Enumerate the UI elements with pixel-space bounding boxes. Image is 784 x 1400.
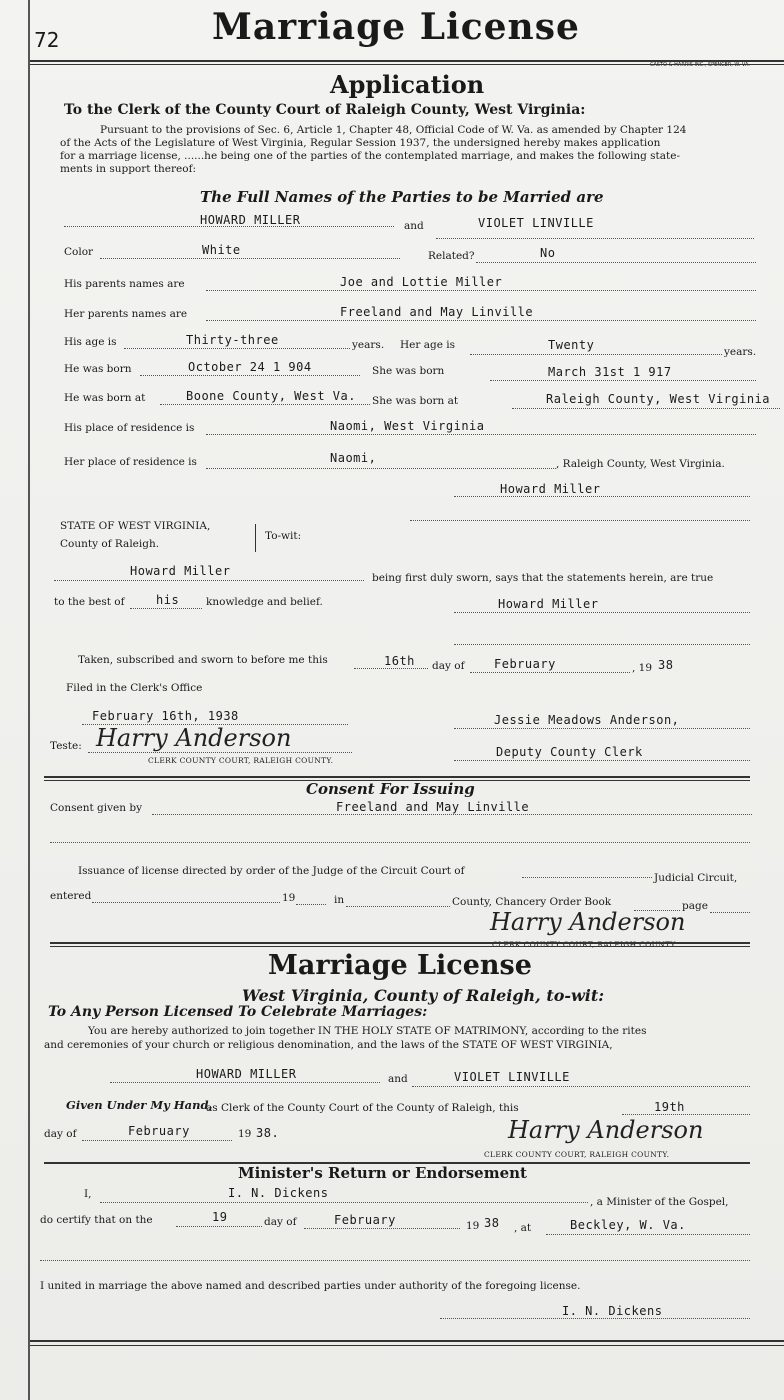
county-line: County of Raleigh. — [60, 538, 160, 550]
consent-heading: Consent For Issuing — [306, 780, 475, 798]
he-born-at-value: Boone County, West Va. — [186, 389, 356, 403]
given-year: 38. — [256, 1126, 280, 1140]
entered-19: 19 — [282, 892, 296, 904]
she-born-at-label: She was born at — [372, 395, 459, 407]
her-res-label: Her place of residence is — [64, 456, 197, 468]
he-born-value: October 24 1 904 — [188, 360, 312, 374]
related-line — [476, 262, 756, 263]
page-line — [710, 912, 750, 913]
to-any-person: To Any Person Licensed To Celebrate Marriages: — [48, 1004, 428, 1020]
clerk-name: Jessie Meadows Anderson, — [494, 713, 680, 727]
affiant-signature-line-2 — [454, 644, 750, 645]
application-heading: Application — [330, 70, 485, 99]
return-heading: Minister's Return or Endorsement — [238, 1164, 527, 1182]
taken-label: Taken, subscribed and sworn to before me this — [78, 654, 328, 666]
he-born-label: He was born — [64, 363, 132, 375]
certify-place-line — [546, 1234, 750, 1235]
license-and: and — [388, 1073, 408, 1085]
consent-signature: Harry Anderson — [490, 908, 686, 936]
she-born-at-value: Raleigh County, West Virginia — [546, 392, 771, 406]
applicant-signature-line-2 — [410, 520, 750, 521]
license-body-1: You are hereby authorized to join together IN THE HOLY STATE OF MATRIMONY, according to the rites — [88, 1025, 647, 1037]
taken-year-prefix: , 19 — [632, 662, 653, 674]
entered-year-line — [296, 904, 326, 905]
given-month: February — [128, 1124, 190, 1138]
her-parents-value: Freeland and May Linville — [340, 305, 534, 319]
her-res-line — [206, 468, 556, 469]
she-born-at-line — [512, 408, 780, 409]
entered-in: in — [334, 894, 345, 906]
she-born-line — [490, 380, 756, 381]
state-line: STATE OF WEST VIRGINIA, — [60, 520, 211, 532]
parties-heading: The Full Names of the Parties to be Married are — [200, 188, 604, 206]
knowledge-label: knowledge and belief. — [206, 596, 323, 608]
license-subtitle: West Virginia, County of Raleigh, to-wit: — [242, 986, 605, 1005]
header-rule — [30, 60, 784, 62]
he-born-line — [140, 375, 360, 376]
color-line — [100, 258, 400, 259]
affiant-name: Howard Miller — [130, 564, 231, 578]
certify-day: 19 — [212, 1210, 228, 1224]
license-groom: HOWARD MILLER — [196, 1067, 297, 1081]
footer-rule-thin — [30, 1345, 784, 1346]
certify-day-line — [176, 1226, 262, 1227]
given-under: Given Under My Hand, — [66, 1098, 213, 1112]
years-label: years. — [352, 339, 385, 351]
entered-label: entered — [50, 890, 92, 902]
applicant-signature-line — [454, 496, 750, 497]
applicant-signature: Howard Miller — [500, 482, 601, 496]
taken-month-line — [470, 672, 630, 673]
sworn-text: being first duly sworn, says that the statements herein, are true — [372, 572, 714, 584]
license-groom-line — [110, 1082, 380, 1083]
certify-year: 38 — [484, 1216, 500, 1230]
minister-title: , a Minister of the Gospel, — [590, 1196, 729, 1208]
taken-day-line — [354, 668, 428, 669]
certify-at: , at — [514, 1222, 532, 1234]
teste-line — [88, 752, 352, 753]
certify-place: Beckley, W. Va. — [570, 1218, 686, 1232]
certify-year-prefix: 19 — [466, 1220, 480, 1232]
preamble-line-2: of the Acts of the Legislature of West Virginia, Regular Session 1937, the undersigned hereby makes application — [60, 137, 661, 149]
his-age-line — [124, 348, 350, 349]
certify-day-of: day of — [264, 1216, 297, 1228]
certify-month-line — [304, 1228, 460, 1229]
oath-bracket — [255, 524, 256, 552]
taken-day-of: day of — [432, 660, 465, 672]
printer-line: CASTO & HARRIS INC., SPENCER, W. VA. — [650, 62, 750, 68]
her-age-line — [470, 354, 722, 355]
his-res-value: Naomi, West Virginia — [330, 419, 485, 433]
consent-given-label: Consent given by — [50, 802, 143, 814]
minister-signature-line — [440, 1318, 750, 1319]
preamble-line-1: Pursuant to the provisions of Sec. 6, Article 1, Chapter 48, Official Code of W. Va. as amended by Chapter 124 — [100, 124, 687, 136]
issuance-text: Issuance of license directed by order of the Judge of the Circuit Court of — [78, 865, 465, 877]
minister-name-line — [100, 1202, 588, 1203]
given-month-line — [82, 1140, 232, 1141]
affiant-line — [54, 580, 364, 581]
bride-line — [436, 238, 754, 239]
she-born-value: March 31st 1 917 — [548, 365, 672, 379]
footer-rule — [30, 1340, 784, 1342]
she-born-label: She was born — [372, 365, 445, 377]
circuit-line — [522, 877, 652, 878]
minister-signature: I. N. Dickens — [562, 1304, 663, 1318]
page-label: page — [682, 900, 708, 912]
best-of-label: to the best of — [54, 596, 125, 608]
license-signature: Harry Anderson — [508, 1116, 704, 1144]
consent-given-value: Freeland and May Linville — [336, 800, 530, 814]
he-born-at-label: He was born at — [64, 392, 146, 404]
license-title: Marriage License — [268, 950, 532, 981]
given-day: 19th — [654, 1100, 685, 1114]
section-rule-2 — [50, 942, 750, 944]
related-value: No — [540, 246, 556, 260]
consent-line-2 — [50, 842, 750, 843]
consent-caption: CLERK COUNTY COURT, RALEIGH COUNTY. — [492, 940, 678, 949]
certify-month: February — [334, 1213, 396, 1227]
he-born-at-line — [160, 404, 370, 405]
color-label: Color — [64, 246, 94, 258]
preamble-line-4: ments in support thereof: — [60, 163, 197, 175]
consent-given-line — [152, 814, 752, 815]
given-year-prefix: 19 — [238, 1128, 252, 1140]
order-book: County, Chancery Order Book — [452, 896, 612, 908]
pronoun-line — [130, 608, 202, 609]
united-text: I united in marriage the above named and described parties under authority of the foregoing license. — [40, 1280, 581, 1292]
bride-name: VIOLET LINVILLE — [478, 216, 594, 230]
document-title: Marriage License — [212, 6, 580, 48]
her-parents-line — [206, 320, 756, 321]
her-res-value: Naomi, — [330, 451, 377, 465]
his-res-label: His place of residence is — [64, 422, 195, 434]
entered-county-line — [346, 906, 450, 907]
minister-name: I. N. Dickens — [228, 1186, 329, 1200]
taken-year: 38 — [658, 658, 674, 672]
judicial-circuit: Judicial Circuit, — [654, 872, 738, 884]
groom-name: HOWARD MILLER — [200, 213, 301, 227]
return-line-2 — [40, 1260, 750, 1261]
binding-line — [28, 0, 30, 1400]
affiant-signature-line — [454, 612, 750, 613]
his-age-label: His age is — [64, 336, 117, 348]
license-bride-line — [412, 1086, 750, 1087]
her-age-label: Her age is — [400, 339, 456, 351]
entered-line — [92, 902, 280, 903]
his-parents-label: His parents names are — [64, 278, 185, 290]
her-age-value: Twenty — [548, 338, 595, 352]
her-res-suffix: , Raleigh County, West Virginia. — [556, 458, 725, 470]
his-res-line — [206, 434, 756, 435]
his-parents-value: Joe and Lottie Miller — [340, 275, 503, 289]
teste-caption: CLERK COUNTY COURT, RALEIGH COUNTY. — [148, 756, 334, 765]
his-parents-line — [206, 290, 756, 291]
teste-label: Teste: — [50, 740, 82, 752]
color-value: White — [202, 243, 241, 257]
affiant-signature: Howard Miller — [498, 597, 599, 611]
teste-signature: Harry Anderson — [96, 724, 292, 752]
given-day-of: day of — [44, 1128, 77, 1140]
his-age-value: Thirty-three — [186, 333, 279, 347]
related-label: Related? — [428, 250, 475, 262]
her-parents-label: Her parents names are — [64, 308, 188, 320]
to-clerk-line: To the Clerk of the County Court of Raleigh County, West Virginia: — [64, 102, 586, 118]
years-label-2: years. — [724, 346, 757, 358]
and-label: and — [404, 220, 424, 232]
pronoun-value: his — [156, 593, 180, 607]
section-rule-1 — [44, 776, 750, 778]
license-body-2: and ceremonies of your church or religious denomination, and the laws of the STATE OF WEST VIRGINIA, — [44, 1039, 613, 1051]
to-wit: To-wit: — [265, 530, 302, 542]
preamble-line-3: for a marriage license, ......he being one of the parties of the contemplated marriage, and makes the following state- — [60, 150, 680, 162]
header-rule-thin — [30, 64, 784, 65]
section-rule-2b — [50, 946, 750, 947]
clerk-title-line — [454, 760, 750, 761]
taken-month: February — [494, 657, 556, 671]
clerk-name-line — [454, 728, 750, 729]
return-i: I, — [84, 1188, 92, 1200]
filed-date: February 16th, 1938 — [92, 709, 239, 723]
license-bride: VIOLET LINVILLE — [454, 1070, 570, 1084]
given-rest: as Clerk of the County Court of the County of Raleigh, this — [206, 1102, 519, 1114]
certify-label: do certify that on the — [40, 1214, 153, 1226]
given-day-line — [622, 1114, 750, 1115]
license-caption: CLERK COUNTY COURT, RALEIGH COUNTY. — [484, 1150, 670, 1159]
filed-label: Filed in the Clerk's Office — [66, 682, 203, 694]
taken-day: 16th — [384, 654, 415, 668]
clerk-title: Deputy County Clerk — [496, 745, 643, 759]
page-number: 72 — [34, 28, 60, 52]
